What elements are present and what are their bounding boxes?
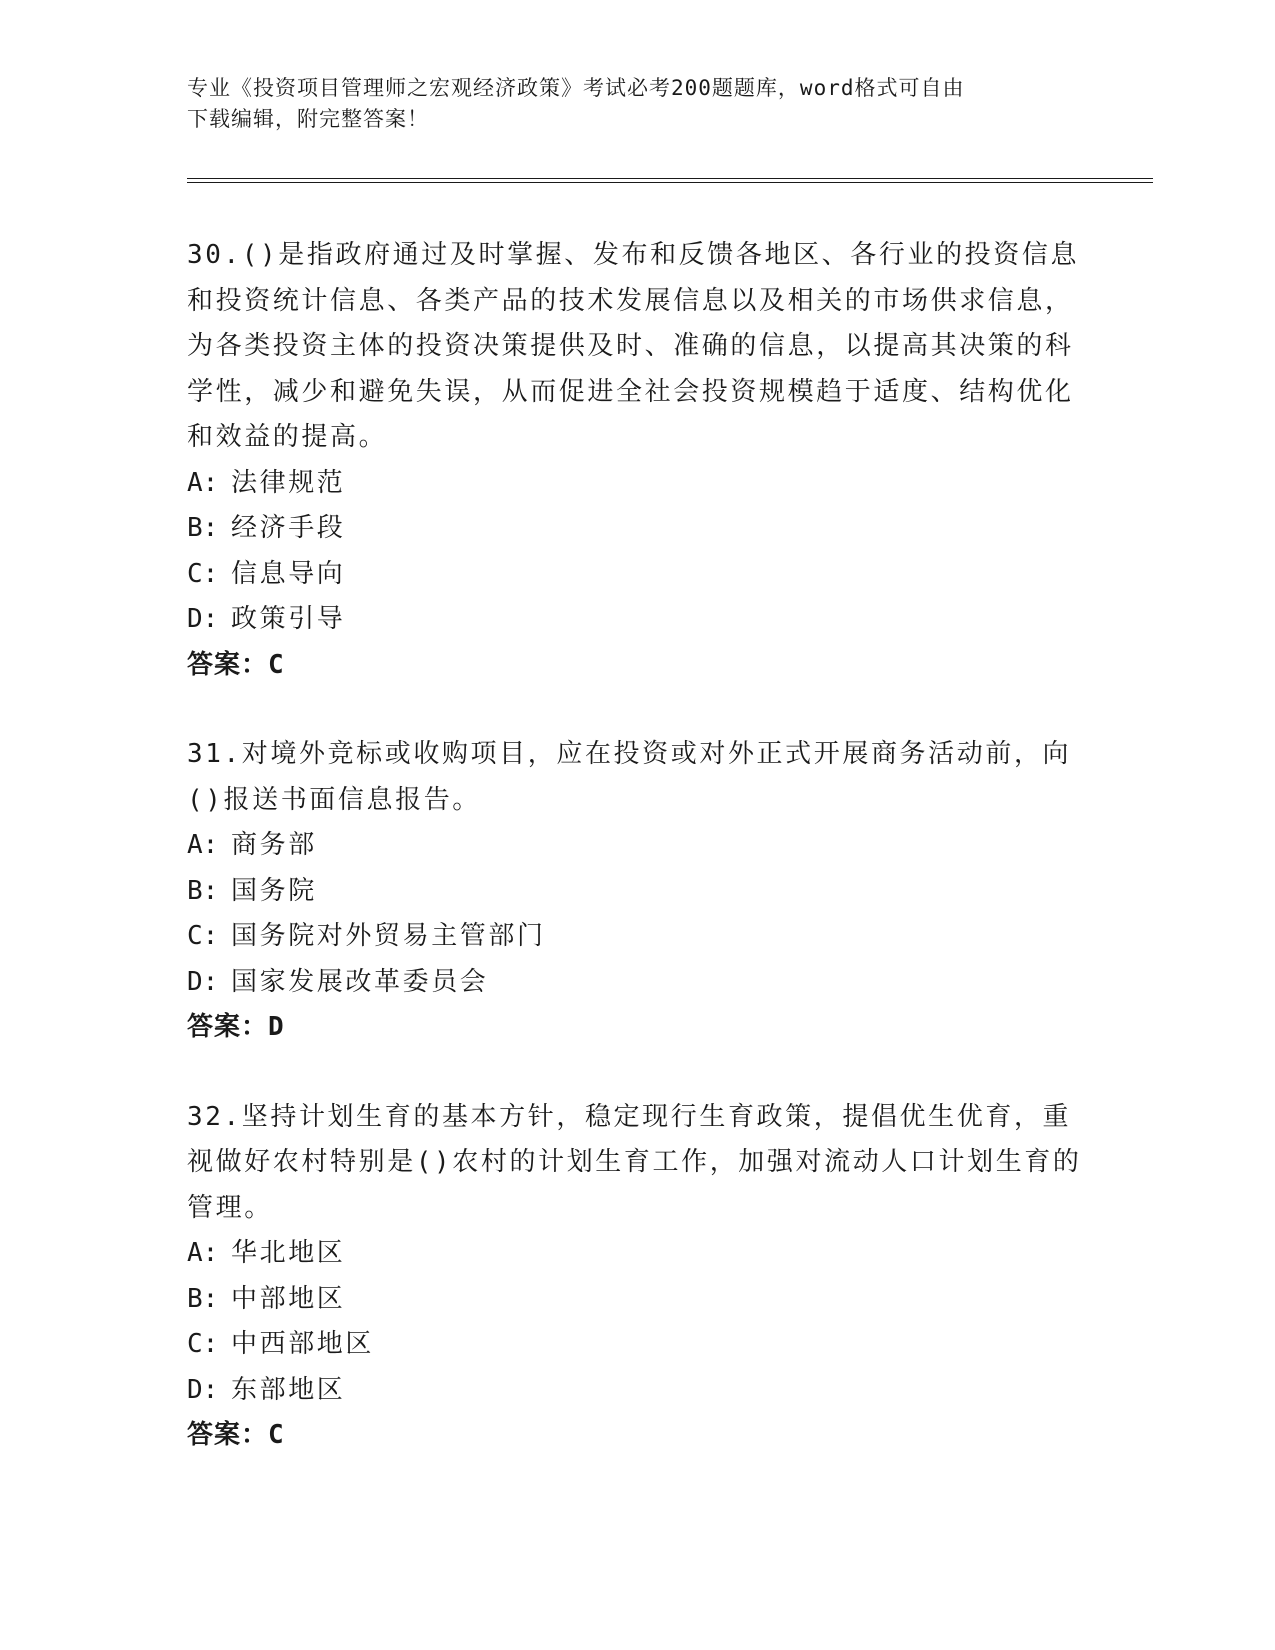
option-a: [187, 461, 1087, 507]
document-header: [187, 73, 1147, 135]
option-letter: B:: [187, 875, 219, 906]
option-d: [187, 1368, 1087, 1414]
header-divider-bottom: [187, 182, 1153, 183]
option-letter: A:: [187, 1238, 219, 1268]
question-stem: 32.坚持计划生育的基本方针，稳定现行生育政策，提倡优生优育，重视做好农村特别是()农村的计划生育工作，加强对流动人口计划生育的管理。: [187, 1101, 1082, 1223]
option-list: [187, 823, 1087, 1005]
option-a: [187, 823, 1087, 869]
option-letter: A:: [187, 467, 219, 498]
option-letter: D:: [187, 1374, 219, 1405]
option-d: [187, 597, 1087, 643]
question-31: [187, 732, 1087, 1051]
option-letter: D:: [187, 966, 219, 997]
question-30: [187, 233, 1087, 688]
answer-line: 答案：C: [187, 649, 285, 680]
question-stem: 30.()是指政府通过及时掌握、发布和反馈各地区、各行业的投资信息和投资统计信息、各类产品的技术发展信息以及相关的市场供求信息，为各类投资主体的投资决策提供及时、准确的信息，以提高其决策的科学性，减少和避免失误，从而促进全社会投资规模趋于适度、结构优化和效益的提高。: [187, 240, 1080, 452]
option-b: [187, 1277, 1087, 1323]
option-letter: B:: [187, 1283, 219, 1314]
option-letter: C:: [187, 921, 219, 951]
option-letter: C:: [187, 1329, 219, 1359]
option-c: [187, 552, 1087, 598]
option-letter: B:: [187, 513, 219, 543]
answer-line: 答案：D: [187, 1012, 285, 1042]
option-b: [187, 506, 1087, 552]
header-divider-top: [187, 178, 1153, 179]
header-line-1: 专业《投资项目管理师之宏观经济政策》考试必考200题题库，word格式可自由: [187, 76, 965, 100]
option-text: 商务部: [231, 830, 317, 860]
option-text: 信息导向: [231, 558, 346, 589]
option-text: 中部地区: [231, 1283, 346, 1314]
option-text: 经济手段: [231, 513, 346, 543]
option-letter: D:: [187, 604, 219, 634]
option-letter: A:: [187, 830, 219, 860]
option-b: [187, 869, 1087, 915]
option-text: 法律规范: [231, 467, 346, 498]
option-d: [187, 960, 1087, 1006]
option-c: [187, 914, 1087, 960]
question-list: [187, 233, 1087, 1503]
option-text: 国家发展改革委员会: [231, 966, 489, 997]
header-line-2: 下载编辑，附完整答案！: [187, 107, 429, 131]
option-c: [187, 1322, 1087, 1368]
question-32: [187, 1095, 1087, 1459]
option-a: [187, 1231, 1087, 1277]
option-list: [187, 1231, 1087, 1413]
question-stem: 31.对境外竞标或收购项目，应在投资或对外正式开展商务活动前，向()报送书面信息报告。: [187, 739, 1072, 815]
option-text: 政策引导: [231, 604, 346, 634]
option-text: 国务院: [231, 875, 317, 906]
option-text: 华北地区: [231, 1238, 346, 1268]
option-text: 中西部地区: [231, 1329, 375, 1359]
answer-line: 答案：C: [187, 1420, 285, 1450]
option-letter: C:: [187, 558, 219, 589]
option-text: 国务院对外贸易主管部门: [231, 921, 546, 951]
option-list: [187, 461, 1087, 643]
option-text: 东部地区: [231, 1374, 346, 1405]
